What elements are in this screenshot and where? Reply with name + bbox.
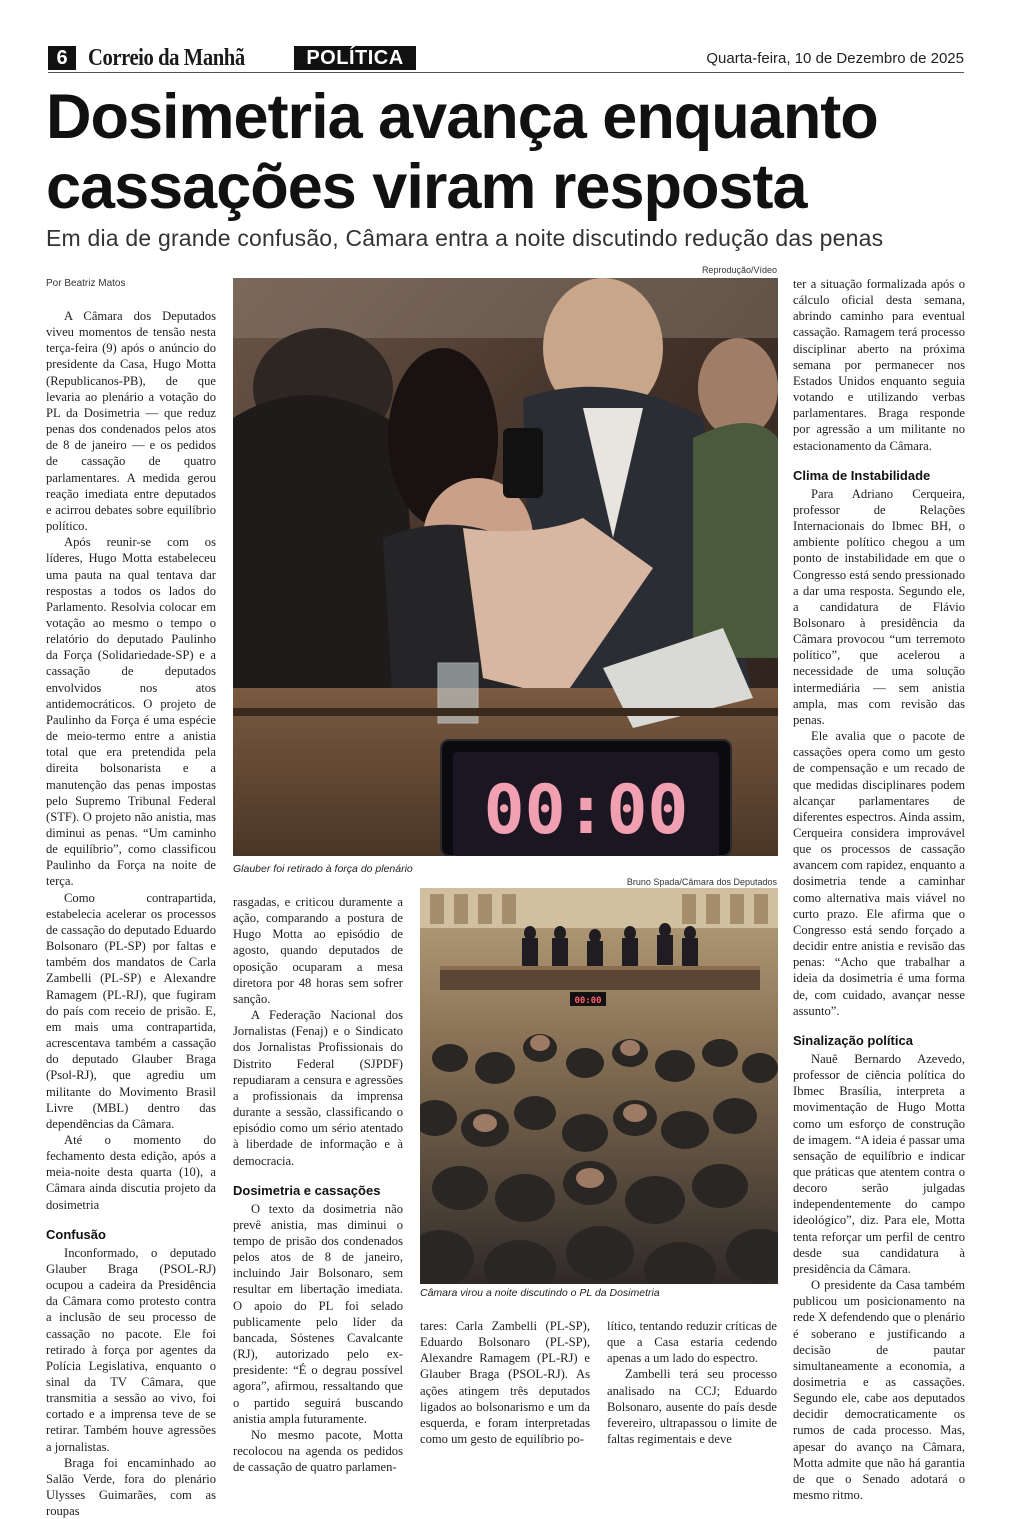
photo-glauber-removed [233, 278, 778, 856]
subheadline: Em dia de grande confusão, Câmara entra a noite discutindo redução das penas [46, 225, 884, 251]
paragraph: O texto da dosimetria não prevê anistia, mas diminui o tempo de prisão dos condenados pelos atos de 8 de janeiro, incluindo Jair Bolsonaro, sem resultar em libertação imediata. O apoio do PL foi selado publicamente pelo líder da bancada, Sóstenes Cavalcante (RJ), autorizado pelo ex-presidente: “É o degrau possível agora”, afirmou, ressaltando que o partido seguirá buscando anistia ampla futuramente. [233, 1201, 403, 1426]
headline-line-2: cassações viram resposta [46, 152, 807, 222]
photo-caption: Glauber foi retirado à força do plenário [233, 863, 413, 875]
paragraph: A Federação Nacional dos Jornalistas (Fenaj) e o Sindicato dos Jornalistas Profissionais do Distrito Federal (SJPDF) repudiaram a censura e agressões a profissionais da imprensa durante a sessão, classificando o episódio como um sério atentado à liberdade de informação e à democracia. [233, 1008, 403, 1168]
paragraph: Nauê Bernardo Azevedo, professor de ciência política do Ibmec Brasília, interpreta a movimentação de Hugo Motta como um esforço de construção de imagem. “A ideia é passar uma sensação de equilíbrio e indicar que práticas que atentem contra o decoro serão julgadas independentemente do campo ideológico”, diz. Para ele, Motta tenta reforçar um perfil de centro desde sua candidatura à presidência da Câmara. [793, 1051, 965, 1276]
byline: Por Beatriz Matos [46, 278, 126, 289]
subheading-dosimetria: Dosimetria e cassações [233, 1182, 381, 1198]
issue-date: Quarta-feira, 10 de Dezembro de 2025 [706, 50, 964, 67]
section-tag: POLÍTICA [294, 46, 416, 70]
paragraph: Até o momento do fechamento desta edição, após a meia-noite desta quarta (10), a Câmara ainda discutia projeto da dosimetria [46, 1132, 216, 1212]
page-number: 6 [48, 46, 76, 70]
article-column-4 [607, 1318, 777, 1447]
photo-credit: Reprodução/Vídeo [701, 265, 777, 275]
paragraph: O presidente da Casa também publicou um posicionamento na rede X defendendo que o plenário é soberano e justificando a decisão de pautar simultaneamente a economia, a dosimetria e as cassações. Segundo ele, cabe aos deputados decidir democraticamente os rumos de cada processo. Mas, apesar do avanço na Câmara, Motta admite que não há garantia de que o Senado adotará o mesmo ritmo. [793, 1278, 965, 1503]
paragraph: Zambelli terá seu processo analisado na CCJ; Eduardo Bolsonaro, ausente do país desde fevereiro, ultrapassou o limite de faltas regimentais e deve [607, 1367, 777, 1447]
paragraph: Ele avalia que o pacote de cassações opera como um gesto de compensação e um recado de que medidas disciplinares podem alcançar parlamentares de diferentes espectros. Ainda assim, Cerqueira considera improvável que os processos de cassação avancem com rapidez, enquanto a dosimetria tende a caminhar como alternativa mais viável no curto prazo. Ele afirma que o Congresso está sendo forçado a decidir entre anistia e revisão das penas: “Acho que trabalhar a ideia da dosimetria é uma forma de, com cuidado, avançar nesse assunto”. [793, 729, 965, 1018]
paragraph: Como contrapartida, estabelecia acelerar os processos de cassação do deputado Eduardo Bolsonaro (PL-SP) por faltas e também dos mandatos de Carla Zambelli (PL-SP) e Alexandre Ramagem (PL-RJ), que fugiram do país com receio de prisão. E, em mais uma contrapartida, acrescentava também a cassação do deputado Glauber Braga (Psol-RJ), que agrediu um militante do Movimento Brasil Livre (MBL) dentro das dependências da Câmara. [46, 890, 216, 1131]
headline-line-1: Dosimetria avança enquanto [46, 82, 878, 152]
subheading-sinalizacao: Sinalização política [793, 1032, 913, 1048]
subheading-confusao: Confusão [46, 1226, 106, 1242]
paragraph: tares: Carla Zambelli (PL-SP), Eduardo Bolsonaro (PL-SP), Alexandre Ramagem (PL-RJ) e Glauber Braga (PSOL-RJ). As ações atingem três deputados ligados ao bolsonarismo e um da esquerda, e foram interpretadas como um gesto de equilíbrio po- [420, 1319, 590, 1447]
clock-display: 00:00 [483, 771, 689, 850]
article-column-1 [46, 308, 216, 1519]
clock-display: 00:00 [574, 996, 602, 1006]
subheading-clima: Clima de Instabilidade [793, 467, 931, 483]
article-column-2 [233, 894, 403, 1475]
paragraph: No mesmo pacote, Motta recolocou na agenda os pedidos de cassação de quatro parlamen- [233, 1427, 403, 1475]
photo-image [420, 888, 778, 1284]
photo-credit: Bruno Spada/Câmara dos Deputados [626, 877, 777, 887]
article-column-5 [793, 276, 965, 1503]
photo-image [233, 278, 778, 856]
paragraph: lítico, tentando reduzir críticas de que a Casa estaria cedendo apenas a um lado do espectro. [607, 1319, 777, 1366]
photo-plenary [420, 888, 778, 1284]
paragraph: rasgadas, e criticou duramente a ação, comparando a postura de Hugo Motta ao episódio de agosto, quando deputados de oposição ocuparam a mesa diretora por 48 horas sem sofrer sanção. [233, 895, 403, 1006]
masthead-logo: Correio da Manhã [88, 45, 245, 71]
paragraph: Inconformado, o deputado Glauber Braga (PSOL-RJ) ocupou a cadeira da Presidência da Câmara como protesto contra a inclusão de seu processo de cassação no pacote. Ele foi retirado à força por agentes da Polícia Legislativa, enquanto o sinal da TV Câmara, que transmitia a sessão ao vivo, foi cortado e a imprensa teve de se retirar. Também houve agressões a jornalistas. [46, 1245, 216, 1454]
paragraph: Para Adriano Cerqueira, professor de Relações Internacionais do Ibmec BH, o ambiente político chegou a um ponto de instabilidade em que o Congresso está sendo pressionado a dar uma resposta. Segundo ele, a candidatura de Flávio Bolsonaro à presidência da Câmara provocou “um terremoto político”, que acelerou a necessidade de uma solução intermediária — sem anistia ampla, mas com revisão das penas. [793, 486, 965, 727]
article-column-3 [420, 1318, 590, 1447]
paragraph: ter a situação formalizada após o cálculo oficial desta semana, abrindo caminho para eventual cassação. Ramagem terá processo disciplinar aberto na próxima semana por permanecer nos Estados Unidos enquanto seguia votando e utilizando verbas parlamentares. Braga responde por agressão a um militante no estacionamento da Câmara. [793, 277, 965, 453]
paragraph: A Câmara dos Deputados viveu momentos de tensão nesta terça-feira (9) após o anúncio do presidente da Casa, Hugo Motta (Republicanos-PB), de que levaria ao plenário a votação do PL da Dosimetria — que reduz penas dos condenados pelos atos de 8 de janeiro — e os pedidos de cassação de quatro parlamentares. A medida gerou reação imediata entre deputados e acirrou debates sobre equilíbrio político. [46, 309, 216, 534]
paragraph: Após reunir-se com os líderes, Hugo Motta estabeleceu uma pauta na qual tentava dar respostas a todos os lados do Parlamento. Resolvia colocar em votação ao mesmo o tempo o relatório do deputado Paulinho da Força (Solidariedade-SP) e a cassação de deputados envolvidos nos atos antidemocráticos. O projeto de Paulinho da Força é uma espécie de meio-termo entre a anistia total que era pretendida pela direita bolsonarista e a manutenção das penas impostas pelo Supremo Tribunal Federal (STF). O projeto não anistia, mas diminui as penas. “Um caminho de equilíbrio”, como classificou Paulinho da Força na noite de terça. [46, 535, 216, 889]
paragraph: Braga foi encaminhado ao Salão Verde, fora do plenário Ulysses Guimarães, com as roupas [46, 1455, 216, 1519]
header-divider [48, 72, 964, 73]
headline [46, 82, 976, 222]
photo-caption: Câmara virou a noite discutindo o PL da Dosimetria [420, 1287, 660, 1299]
